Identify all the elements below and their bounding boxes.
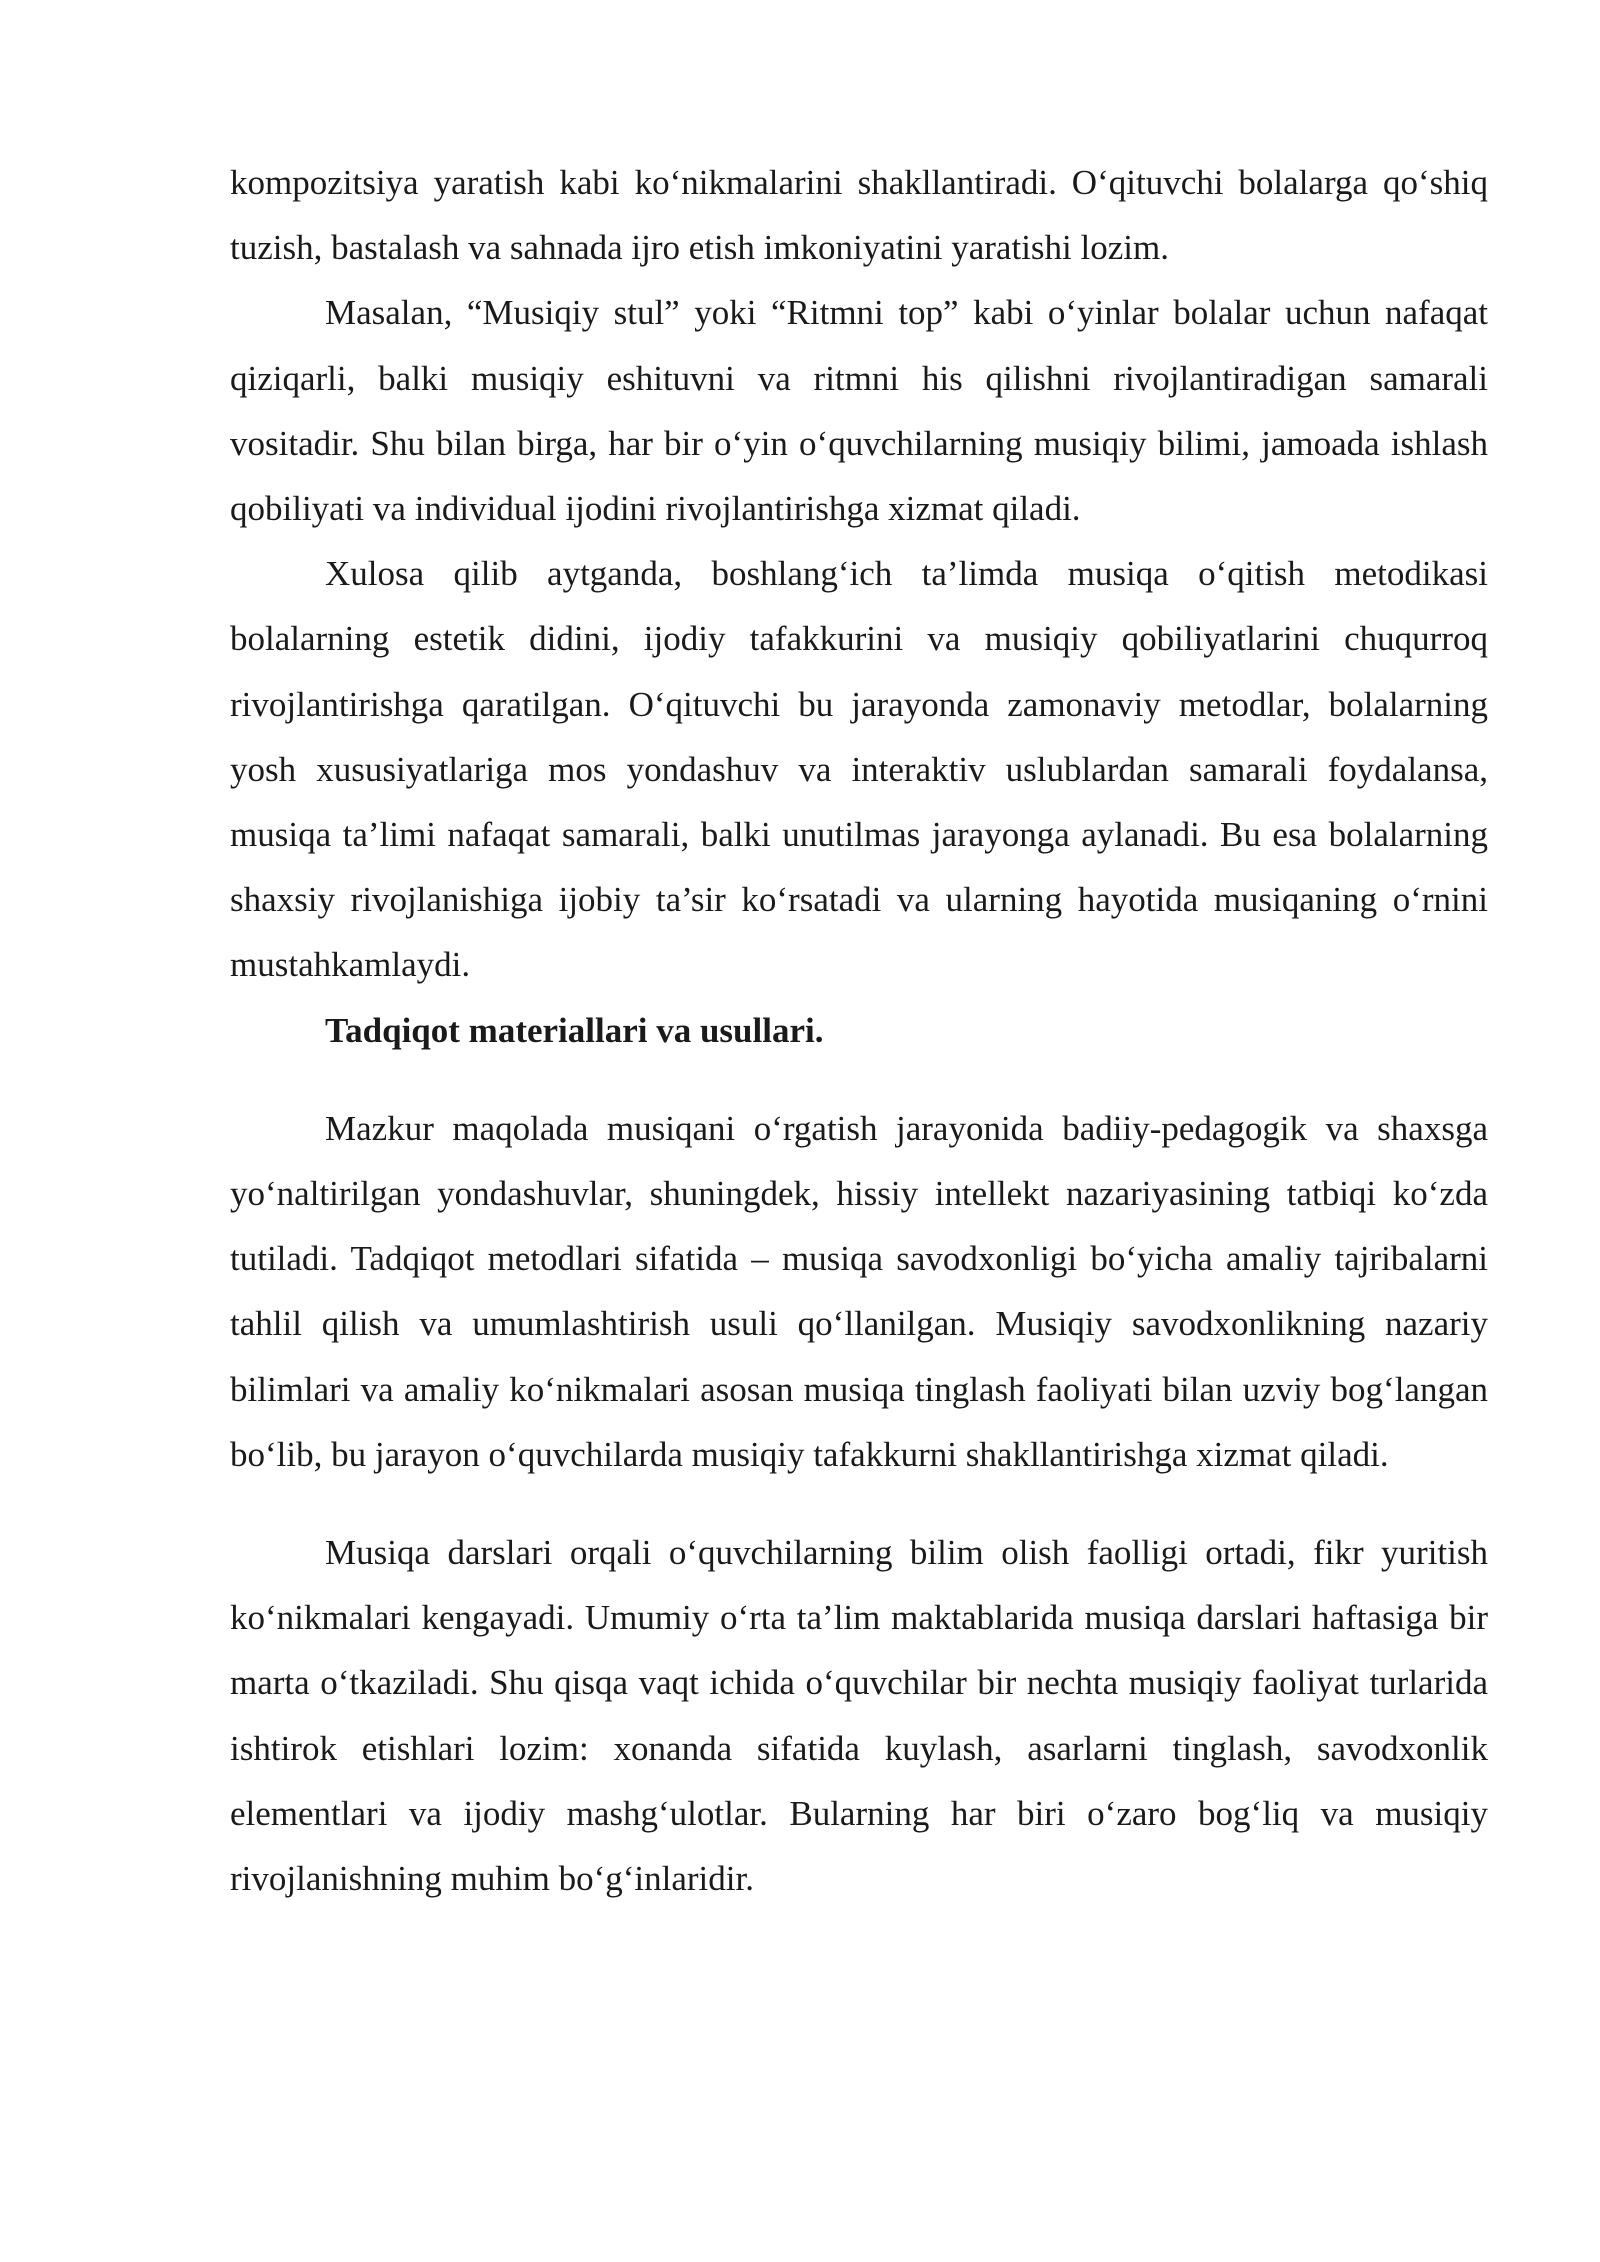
- section-heading: Tadqiqot materiallari va usullari.: [325, 1010, 824, 1050]
- paragraph-music-lessons: Musiqa darslari orqali o‘quvchilarning bilim olish faolligi ortadi, fikr yuritish ko‘nikmalari kengayadi. Umumiy o‘rta ta’lim maktablarida musiqa darslari haftasiga bir marta o‘tkaziladi. Shu qisqa vaqt ichida o‘quvchilar bir nechta musiqiy faoliyat turlarida ishtirok etishlari lozim: xonanda sifatida kuylash, asarlarni tinglash, savodxonlik elementlari va ijodiy mashg‘ulotlar. Bularning har biri o‘zaro bog‘liq va musiqiy rivojlanishning muhim bo‘g‘inlaridir.: [230, 1533, 1488, 1899]
- document-page: [230, 150, 1488, 1911]
- paragraph-conclusion: Xulosa qilib aytganda, boshlang‘ich ta’limda musiqa o‘qitish metodikasi bolalarning estetik didini, ijodiy tafakkurini va musiqiy qobiliyatlarini chuqurroq rivojlantirishga qaratilgan. O‘qituvchi bu jarayonda zamonaviy metodlar, bolalarning yosh xususiyatlariga mos yondashuv va interaktiv uslublardan samarali foydalansa, musiqa ta’limi nafaqat samarali, balki unutilmas jarayonga aylanadi. Bu esa bolalarning shaxsiy rivojlanishiga ijobiy ta’sir ko‘rsatadi va ularning hayotida musiqaning o‘rnini mustahkamlaydi.: [230, 554, 1488, 985]
- paragraph-games-example: Masalan, “Musiqiy stul” yoki “Ritmni top” kabi o‘yinlar bolalar uchun nafaqat qiziqarli, balki musiqiy eshituvni va ritmni his qilishni rivojlantiradigan samarali vositadir. Shu bilan birga, har bir o‘yin o‘quvchilarning musiqiy bilimi, jamoada ishlash qobiliyati va individual ijodini rivojlantirishga xizmat qiladi.: [230, 293, 1488, 529]
- paragraph-continuation: kompozitsiya yaratish kabi ko‘nikmalarini shakllantiradi. O‘qituvchi bolalarga qo‘shiq tuzish, bastalash va sahnada ijro etish imkoniyatini yaratishi lozim.: [230, 163, 1488, 268]
- paragraph-methods: Mazkur maqolada musiqani o‘rgatish jarayonida badiiy-pedagogik va shaxsga yo‘naltirilgan yondashuvlar, shuningdek, hissiy intellekt nazariyasining tatbiqi ko‘zda tutiladi. Tadqiqot metodlari sifatida – musiqa savodxonligi bo‘yicha amaliy tajribalarni tahlil qilish va umumlashtirish usuli qo‘llanilgan. Musiqiy savodxonlikning nazariy bilimlari va amaliy ko‘nikmalari asosan musiqa tinglash faoliyati bilan uzviy bog‘langan bo‘lib, bu jarayon o‘quvchilarda musiqiy tafakkurni shakllantirishga xizmat qiladi.: [230, 1108, 1488, 1474]
